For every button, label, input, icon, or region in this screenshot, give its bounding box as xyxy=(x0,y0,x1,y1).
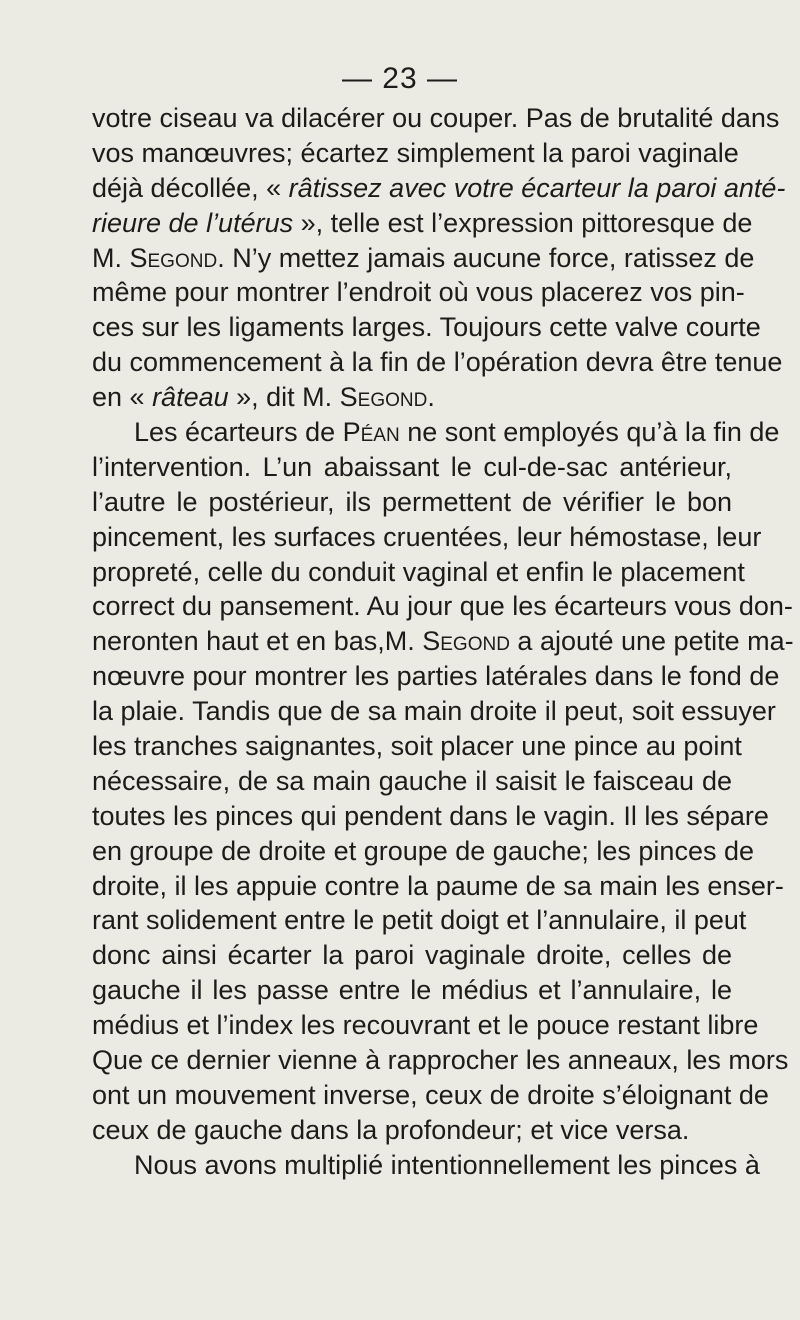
text-segment: l’autre le postérieur, ils permettent de vérifier le bon xyxy=(92,486,732,517)
text-segment: gauche il les passe entre le médius et l’annulaire, le xyxy=(92,975,732,1006)
text-segment: propreté, celle du conduit vaginal et enfin le placement xyxy=(92,556,745,587)
text-line xyxy=(92,555,745,590)
text-segment: vos manœuvres; écartez simplement la paroi vaginale xyxy=(92,137,739,168)
text-segment: droite, il les appuie contre la paume de sa main les enser- xyxy=(92,870,784,901)
text-segment: en groupe de droite et groupe de gauche; les pinces de xyxy=(92,835,754,866)
text-segment: même pour montrer l’endroit où vous placerez vos pin- xyxy=(92,277,745,308)
text-segment: ceux de gauche dans la profondeur; et vice versa. xyxy=(92,1114,690,1145)
text-segment: Que ce dernier vienne à rapprocher les anneaux, les mors xyxy=(92,1045,789,1076)
text-line xyxy=(92,869,784,904)
text-segment: donc ainsi écarter la paroi vaginale droite, celles de xyxy=(92,940,732,971)
text-segment: ne sont employés qu’à la fin de xyxy=(399,417,780,448)
text-segment: les tranches saignantes, soit placer une pince au point xyxy=(92,731,742,762)
text-line xyxy=(92,1078,769,1113)
text-line xyxy=(92,450,732,485)
text-segment: l’intervention. L’un abaissant le cul-de-sac antérieur, xyxy=(92,451,732,482)
text-line xyxy=(92,624,794,659)
text-segment: Nous avons multiplié intentionnellement les pinces à xyxy=(134,1149,760,1180)
text-line xyxy=(92,206,753,241)
text-segment: », telle est l’expression pittoresque de xyxy=(293,207,753,238)
text-segment: ont un mouvement inverse, ceux de droite s’éloignant de xyxy=(92,1079,769,1110)
text-line xyxy=(92,520,762,555)
text-line xyxy=(92,973,732,1008)
italic-text: râteau xyxy=(152,382,229,413)
text-line xyxy=(92,938,732,973)
page-number: — 23 — xyxy=(341,62,459,95)
text-line xyxy=(92,136,739,171)
text-line xyxy=(92,1113,732,1148)
text-segment: en « xyxy=(92,382,153,413)
text-segment: pincement, les surfaces cruentées, leur hémostase, leur xyxy=(92,521,762,552)
text-segment: du commencement à la fin de l’opération devra être tenue xyxy=(92,347,783,378)
italic-text: rieure de l’utérus xyxy=(92,207,294,238)
text-segment: toutes les pinces qui pendent dans le vagin. Il les sépare xyxy=(92,800,769,831)
text-line xyxy=(92,1008,759,1043)
text-line xyxy=(92,903,747,938)
text-line xyxy=(92,380,732,415)
text-line xyxy=(92,485,732,520)
author-name: Segond xyxy=(339,382,428,413)
text-line xyxy=(92,171,786,206)
text-line xyxy=(92,101,780,136)
text-line xyxy=(92,345,783,380)
text-segment: a ajouté une petite ma- xyxy=(509,626,794,657)
text-line xyxy=(92,310,761,345)
text-line xyxy=(92,764,732,799)
text-line xyxy=(92,1148,760,1183)
text-segment: rant solidement entre le petit doigt et l’annulaire, il peut xyxy=(92,905,747,936)
italic-text: râtissez avec votre écarteur la paroi anté- xyxy=(288,172,786,203)
text-segment: déjà décollée, « xyxy=(92,172,289,203)
text-segment: M. xyxy=(92,242,130,273)
text-line xyxy=(92,694,776,729)
body-text xyxy=(92,101,794,1183)
text-segment: médius et l’index les recouvrant et le pouce restant libre xyxy=(92,1010,759,1041)
author-name: Segond xyxy=(129,242,218,273)
text-segment: neronten haut et en bas,M. xyxy=(92,626,423,657)
text-line xyxy=(92,275,745,310)
text-segment: ces sur les ligaments larges. Toujours cette valve courte xyxy=(92,312,761,343)
text-segment: . xyxy=(427,382,435,413)
text-segment: Les écarteurs de xyxy=(134,417,343,448)
text-segment: nœuvre pour montrer les parties latérales dans le fond de xyxy=(92,661,780,692)
text-line xyxy=(92,241,755,276)
text-line xyxy=(92,1043,789,1078)
text-line xyxy=(92,834,754,869)
text-segment: correct du pansement. Au jour que les écarteurs vous don- xyxy=(92,591,793,622)
text-segment: », dit M. xyxy=(228,382,340,413)
text-line xyxy=(92,589,793,624)
text-line xyxy=(92,729,742,764)
text-line xyxy=(92,415,780,450)
text-segment: . N’y mettez jamais aucune force, ratissez de xyxy=(217,242,755,273)
text-line xyxy=(92,799,769,834)
text-line xyxy=(92,659,780,694)
text-segment: la plaie. Tandis que de sa main droite il peut, soit essuyer xyxy=(92,696,776,727)
author-name: Segond xyxy=(422,626,510,657)
text-segment: votre ciseau va dilacérer ou couper. Pas de brutalité dans xyxy=(92,103,780,133)
author-name: Péan xyxy=(342,417,400,448)
text-segment: nécessaire, de sa main gauche il saisit le faisceau de xyxy=(92,765,732,796)
